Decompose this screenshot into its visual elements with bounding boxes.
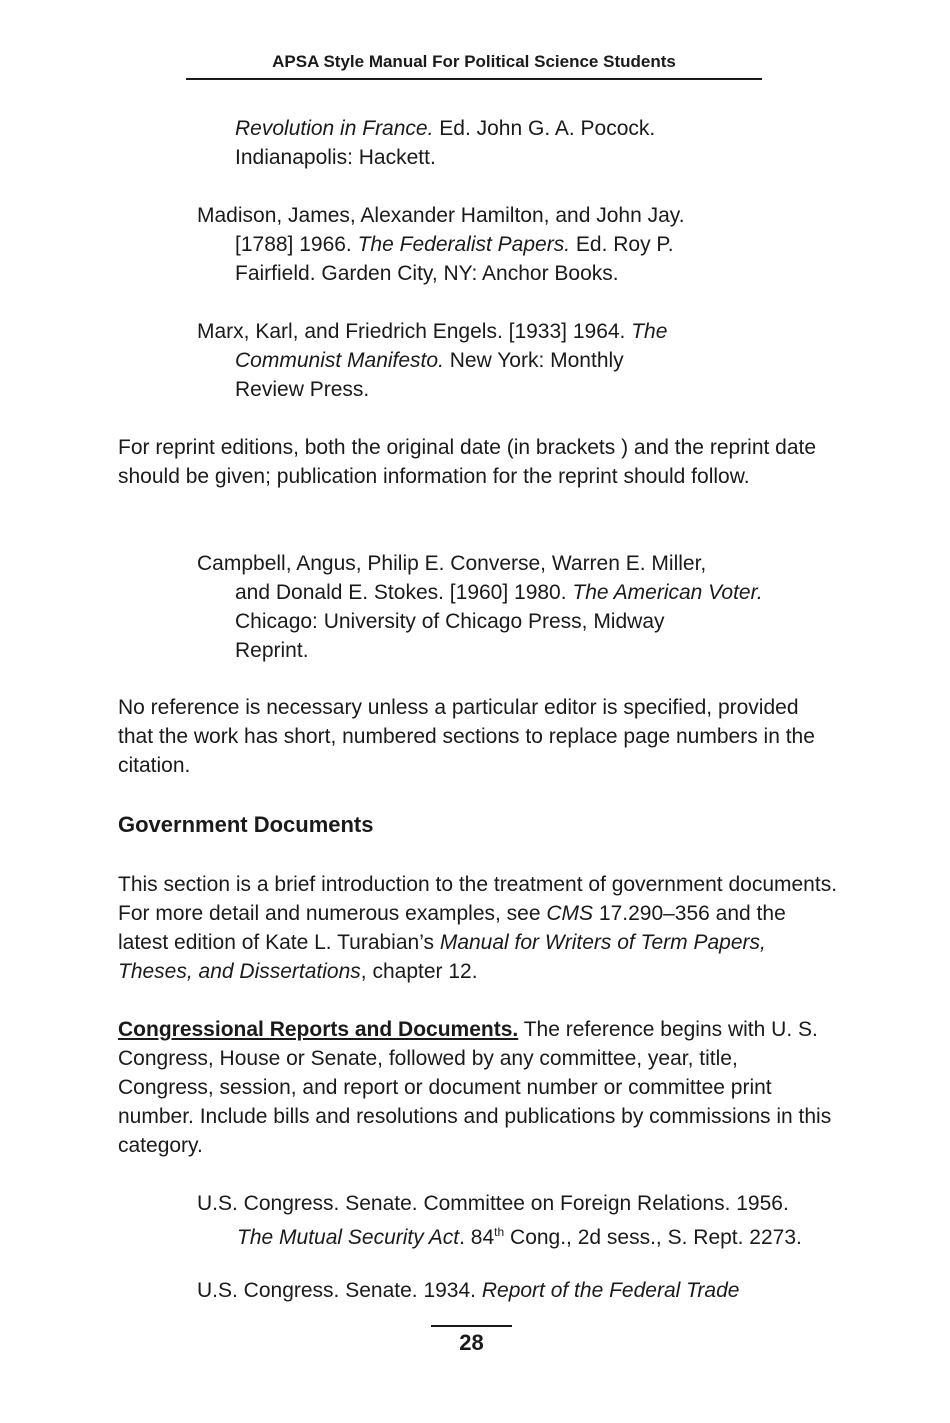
paragraph-text: , chapter 12. [360, 960, 478, 983]
reference-title: The [631, 320, 668, 343]
reference-title: Communist Manifesto. [235, 349, 444, 372]
reference-text: Marx, Karl, and Friedrich Engels. [1933] 1964. [197, 320, 632, 343]
reference-entry-senate-1956 [197, 1189, 837, 1252]
reference-text: Ed. John G. A. Pocock. [433, 117, 656, 140]
ordinal-suffix: th [494, 1225, 505, 1239]
reference-title: The Federalist Papers. [357, 233, 571, 256]
reference-text: U.S. Congress. Senate. 1934. [197, 1279, 482, 1302]
reference-text: Indianapolis: Hackett. [235, 146, 436, 169]
running-header: APSA Style Manual For Political Science Students [186, 52, 762, 80]
footer-rule [431, 1325, 512, 1327]
reference-text: Reprint. [235, 639, 309, 662]
reference-text: U.S. Congress. Senate. Committee on Foreign Relations. 1956. [197, 1192, 789, 1215]
paragraph-congressional [118, 1015, 838, 1160]
paragraph-gov-intro [118, 870, 838, 986]
reference-entry-madison [197, 201, 797, 288]
reference-text: Review Press. [235, 378, 370, 401]
reference-entry-senate-1934 [197, 1276, 797, 1305]
reference-text: Campbell, Angus, Philip E. Converse, Warren E. Miller, [197, 552, 707, 575]
reference-text: Ed. Roy P. [570, 233, 674, 256]
paragraph-reprint: For reprint editions, both the original date (in brackets ) and the reprint date should be given; publication information for the reprint should follow. [118, 436, 817, 488]
reference-text: Fairfield. Garden City, NY: Anchor Books. [235, 262, 619, 285]
paragraph-text: The reference begins with U. S. Congress, House or Senate, followed by any committee, year, title, Congress, session, and report or document number or committee print number. Include bills and resolutions and publications by commissions in this category. [118, 1018, 832, 1157]
page-number: 28 [459, 1330, 484, 1355]
reference-text: New York: Monthly [443, 349, 624, 372]
reference-title: The American Voter. [572, 581, 763, 604]
paragraph-text: 17.290–356 and the latest edition of Kate L. Turabian’s [118, 902, 786, 954]
reference-entry-marx [197, 317, 797, 404]
reference-text: Cong., 2d sess., S. Rept. 2273. [504, 1226, 802, 1249]
reference-entry-pocock [197, 114, 797, 172]
reference-text: Chicago: University of Chicago Press, Midway [235, 610, 665, 633]
paragraph-no-reference: No reference is necessary unless a particular editor is specified, provided that the work has short, numbered sections to replace page numbers in the citation. [118, 696, 815, 777]
book-title: Manual for Writers of Term Papers, Theses, and Dissertations [118, 931, 766, 983]
cms-abbrev: CMS [546, 902, 594, 925]
reference-text: Madison, James, Alexander Hamilton, and John Jay. [197, 204, 685, 227]
reference-text: and Donald E. Stokes. [1960] 1980. [235, 581, 573, 604]
reference-title: Report of the Federal Trade [481, 1279, 740, 1302]
reference-text: [1788] 1966. [235, 233, 358, 256]
reference-entry-campbell [197, 549, 797, 665]
reference-title: The Mutual Security Act [237, 1226, 460, 1249]
paragraph-text: This section is a brief introduction to the treatment of government documents. For more detail and numerous examples, see [118, 873, 838, 925]
section-heading: Government Documents [118, 812, 374, 837]
reference-text: . 84 [459, 1226, 495, 1249]
run-in-heading: Congressional Reports and Documents. [118, 1018, 519, 1041]
reference-title: Revolution in France. [235, 117, 434, 140]
